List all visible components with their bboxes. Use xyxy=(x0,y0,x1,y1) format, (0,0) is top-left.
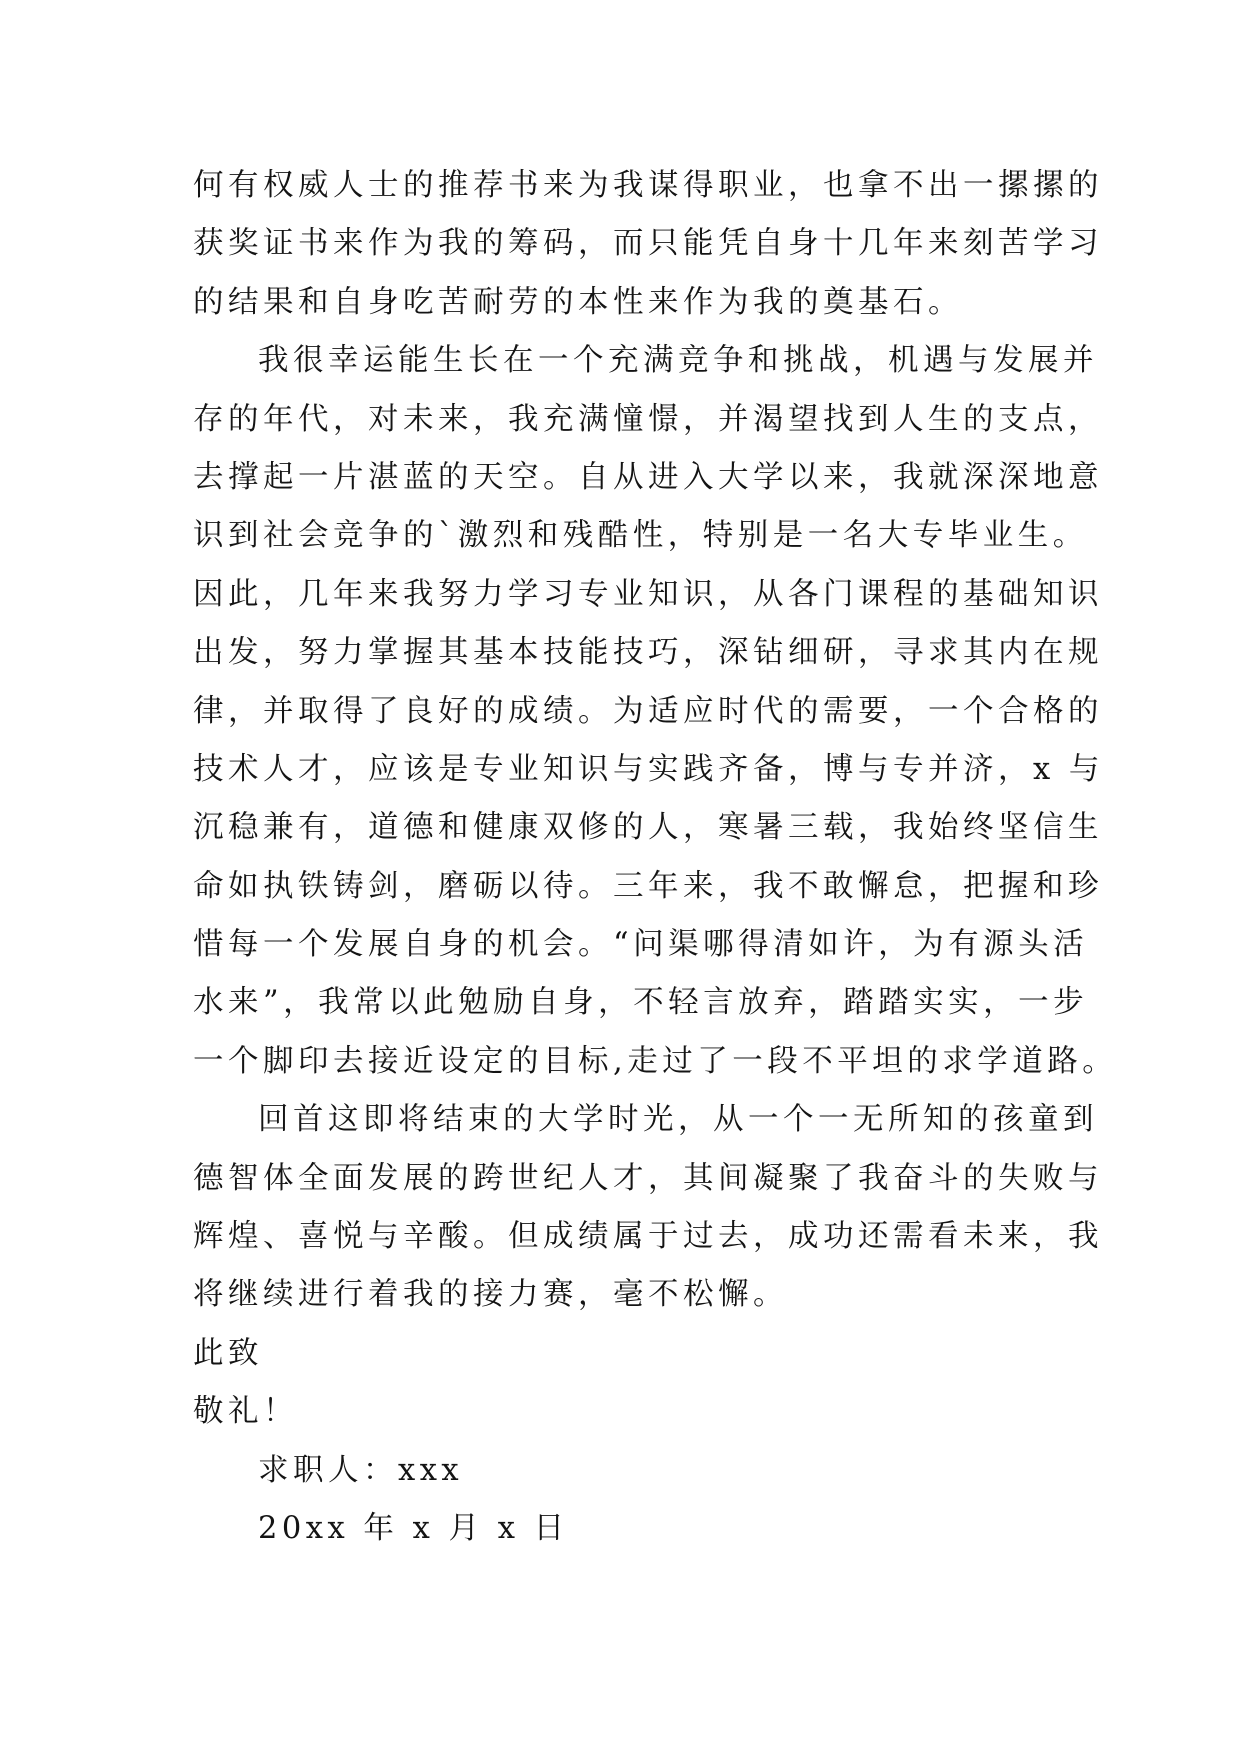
text-line: 的结果和自身吃苦耐劳的本性来作为我的奠基石。 xyxy=(193,284,963,320)
text-line: 识到社会竞争的`激烈和残酷性，特别是一名大专毕业生。 xyxy=(193,518,1088,554)
text-line: 因此，几年来我努力学习专业知识，从各门课程的基础知识 xyxy=(193,576,1103,612)
text-line: 命如执铁铸剑，磨砺以待。三年来，我不敢懈怠，把握和珍 xyxy=(193,868,1103,904)
text-line: 一个脚印去接近设定的目标,走过了一段不平坦的求学道路。 xyxy=(193,1043,1118,1079)
paragraph-continuation xyxy=(193,157,1103,332)
text-line: 存的年代，对未来，我充满憧憬，并渴望找到人生的支点， xyxy=(193,401,1103,437)
text-line: 将继续进行着我的接力赛，毫不松懈。 xyxy=(193,1277,788,1313)
text-line: 惜每一个发展自身的机会。“问渠哪得清如许，为有源头活 xyxy=(193,927,1089,963)
text-line: 何有权威人士的推荐书来为我谋得职业，也拿不出一摞摞的 xyxy=(193,168,1103,203)
text-line: 出发，努力掌握其基本技能技巧，深钻细研，寻求其内在规 xyxy=(193,635,1103,671)
text-line: 律，并取得了良好的成绩。为适应时代的需要，一个合格的 xyxy=(193,693,1103,729)
text-line: 去撑起一片湛蓝的天空。自从进入大学以来，我就深深地意 xyxy=(193,459,1103,495)
paragraph-university-study xyxy=(193,332,1118,1091)
text-line: 沉稳兼有，道德和健康双修的人，寒暑三载，我始终坚信生 xyxy=(193,810,1103,846)
applicant-signature: 求职人：xxx xyxy=(258,1452,464,1488)
text-line: 水来”，我常以此勉励自身，不轻言放弃，踏踏实实，一步 xyxy=(193,985,1089,1021)
letter-date: 20xx 年 x 月 x 日 xyxy=(258,1510,569,1546)
letter-body xyxy=(193,157,1118,1558)
text-line: 德智体全面发展的跨世纪人才，其间凝聚了我奋斗的失败与 xyxy=(193,1160,1103,1196)
closing-phrase: 此致 xyxy=(193,1335,263,1371)
text-line: 我很幸运能生长在一个充满竞争和挑战，机遇与发展并 xyxy=(258,343,1098,379)
text-line: 获奖证书来作为我的筹码，而只能凭自身十几年来刻苦学习 xyxy=(193,226,1103,262)
salute-phrase: 敬礼！ xyxy=(193,1394,298,1430)
text-line: 技术人才，应该是专业知识与实践齐备，博与专并济，x 与 xyxy=(193,751,1104,787)
text-line: 回首这即将结束的大学时光，从一个一无所知的孩童到 xyxy=(258,1102,1098,1138)
paragraph-looking-back xyxy=(193,1091,1103,1325)
text-line: 辉煌、喜悦与辛酸。但成绩属于过去，成功还需看未来，我 xyxy=(193,1219,1103,1255)
